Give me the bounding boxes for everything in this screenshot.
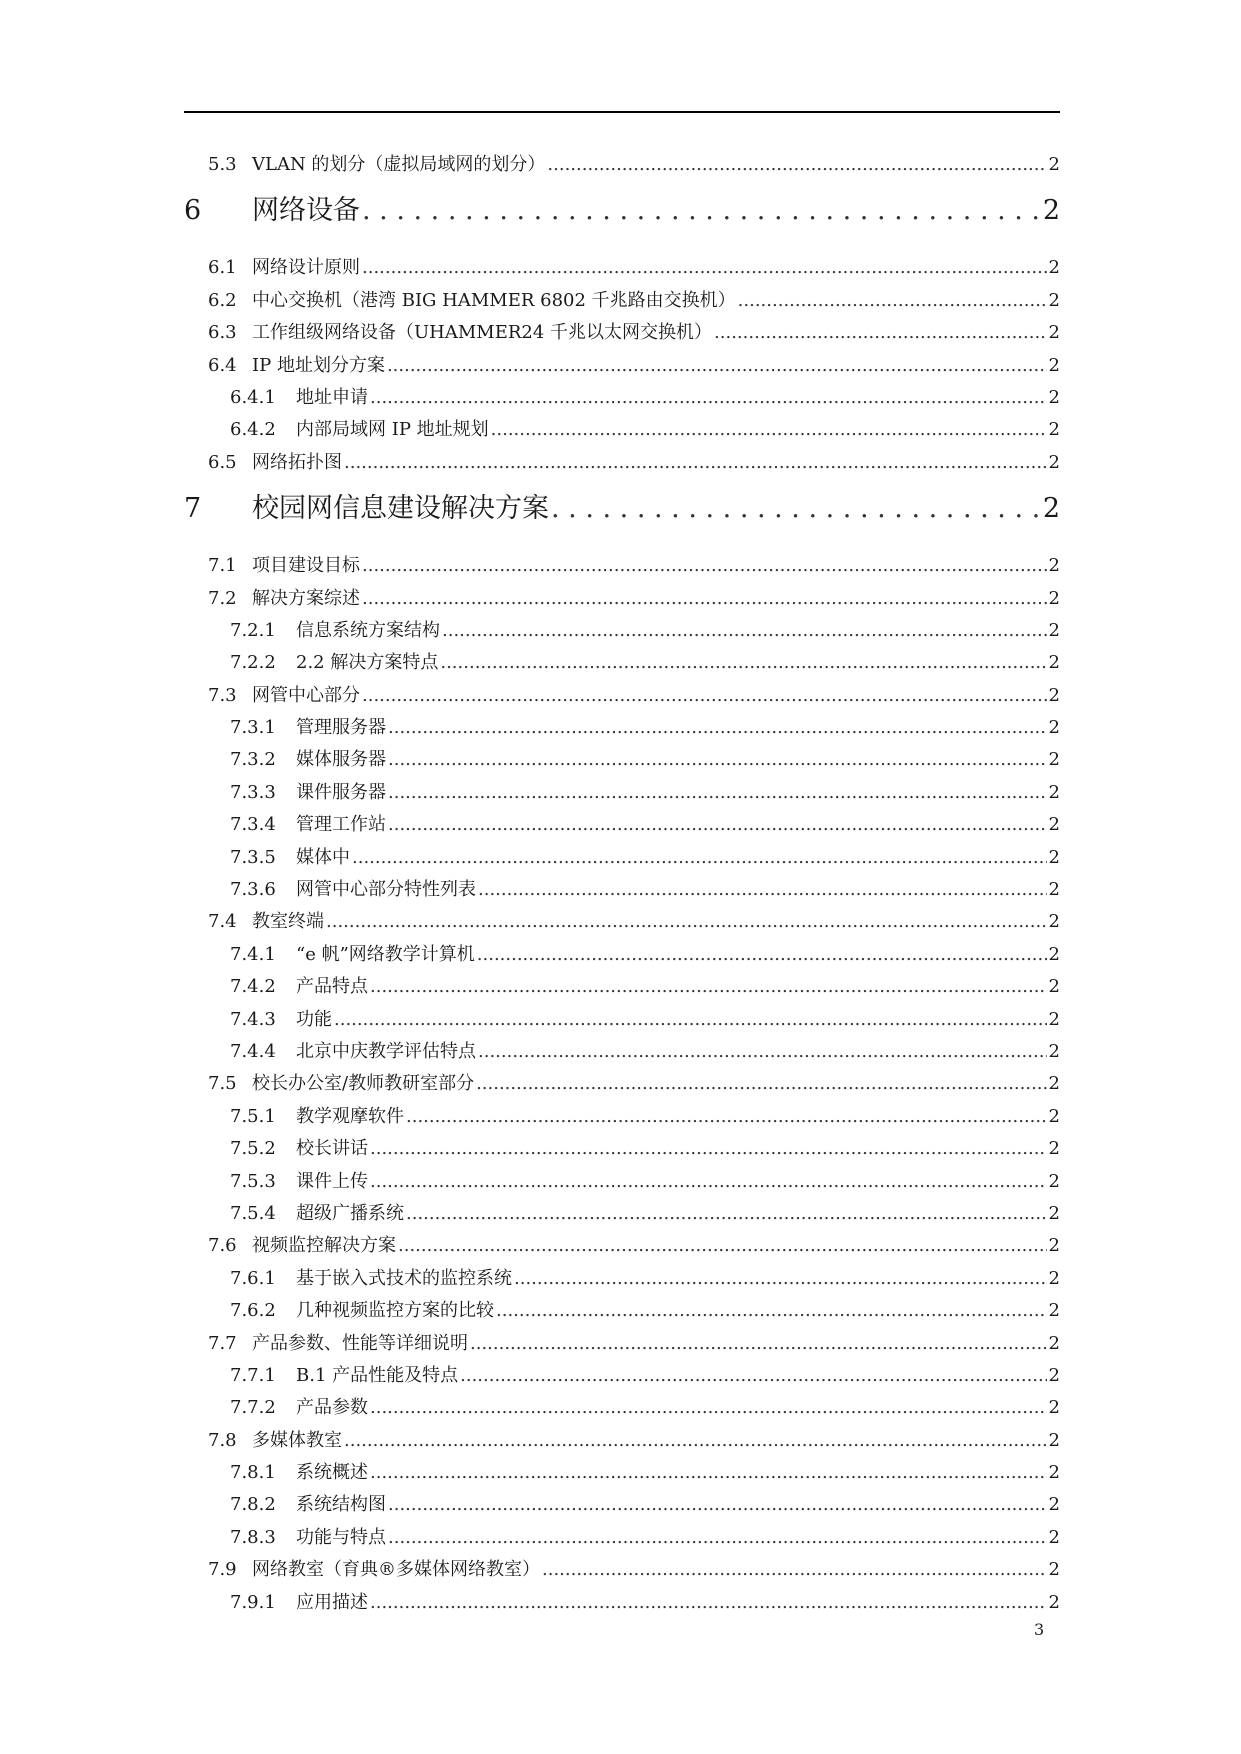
toc-entry[interactable] xyxy=(184,1005,1060,1037)
toc-entry-title: 中心交换机（港湾 BIG HAMMER 6802 千兆路由交换机） xyxy=(252,289,736,311)
toc-entry[interactable] xyxy=(184,1296,1060,1328)
toc-entry-title: 北京中庆教学评估特点 xyxy=(296,1040,476,1062)
toc-entry-title: 几种视频监控方案的比较 xyxy=(296,1300,494,1322)
toc-entry-page: 2 xyxy=(1048,1526,1060,1548)
toc-leader-dots xyxy=(370,1171,1047,1192)
toc-entry-title: 功能 xyxy=(296,1008,332,1030)
toc-entry-page: 2 xyxy=(1048,154,1060,175)
toc-leader-dots xyxy=(388,749,1047,770)
toc-entry-number: 7 xyxy=(184,493,202,525)
toc-entry-number: 7.6 xyxy=(208,1235,237,1257)
toc-entry-title: 信息系统方案结构 xyxy=(296,619,440,641)
toc-leader-dots xyxy=(352,847,1047,868)
toc-entry-page: 2 xyxy=(1048,1591,1060,1613)
toc-leader-dots xyxy=(477,944,1047,965)
toc-entry-page: 2 xyxy=(1048,1073,1060,1095)
toc-entry-page: 2 xyxy=(1048,976,1060,998)
toc-leader-dots xyxy=(470,1333,1047,1354)
toc-entry-title: 校长办公室/教师教研室部分 xyxy=(252,1073,475,1095)
toc-entry-number: 7.3.5 xyxy=(230,846,276,868)
toc-entry-page: 2 xyxy=(1048,717,1060,739)
toc-entry[interactable] xyxy=(184,1231,1060,1263)
toc-entry-number: 7.7 xyxy=(208,1332,237,1354)
toc-entry-number: 7.4.2 xyxy=(230,976,276,998)
toc-entry-number: 6.2 xyxy=(208,289,237,311)
toc-entry-page: 2 xyxy=(1048,652,1060,674)
toc-entry[interactable] xyxy=(184,286,1060,318)
toc-entry-title: 系统结构图 xyxy=(296,1494,386,1516)
toc-entry-number: 7.5.1 xyxy=(230,1105,276,1127)
toc-entry-page: 2 xyxy=(1048,555,1060,577)
toc-entry-page: 2 xyxy=(1048,684,1060,706)
toc-leader-dots xyxy=(326,911,1047,932)
toc-entry[interactable] xyxy=(184,713,1060,745)
toc-entry-page: 2 xyxy=(1048,1559,1060,1581)
toc-entry-title: 超级广播系统 xyxy=(296,1202,404,1224)
toc-entry[interactable] xyxy=(184,1069,1060,1101)
toc-entry[interactable] xyxy=(184,843,1060,875)
toc-leader-dots xyxy=(442,620,1047,641)
toc-entry-number: 7.7.1 xyxy=(230,1364,276,1386)
toc-entry-title: 视频监控解决方案 xyxy=(252,1235,396,1257)
toc-entry-number: 7.4.4 xyxy=(230,1040,276,1062)
toc-entry-title: 网络教室（育典®多媒体网络教室） xyxy=(252,1559,540,1581)
toc-entry-number: 7.5 xyxy=(208,1073,237,1095)
toc-entry-title: 教室终端 xyxy=(252,911,324,933)
toc-entry[interactable] xyxy=(184,1458,1060,1490)
toc-entry-number: 7.8.1 xyxy=(230,1462,276,1484)
toc-entry-page: 2 xyxy=(1048,1040,1060,1062)
toc-entry[interactable] xyxy=(184,1393,1060,1425)
toc-entry-title: 校长讲话 xyxy=(296,1138,368,1160)
toc-entry[interactable] xyxy=(184,1523,1060,1555)
toc-entry-number: 7.8 xyxy=(208,1429,237,1451)
toc-entry-number: 5.3 xyxy=(208,154,237,175)
toc-entry-title: 系统概述 xyxy=(296,1462,368,1484)
toc-entry-page: 2 xyxy=(1048,1235,1060,1257)
toc-entry-page: 2 xyxy=(1048,1462,1060,1484)
toc-entry-number: 7.4 xyxy=(208,911,237,933)
toc-entry[interactable] xyxy=(184,486,1060,551)
toc-entry-number: 7.4.1 xyxy=(230,943,276,965)
toc-entry-number: 7.2.1 xyxy=(230,619,276,641)
toc-entry[interactable] xyxy=(184,745,1060,777)
toc-entry-title: 网管中心部分特性列表 xyxy=(296,879,476,901)
toc-leader-dots xyxy=(714,322,1047,343)
toc-entry-page: 2 xyxy=(1048,354,1060,376)
toc-entry-number: 7.9 xyxy=(208,1559,237,1581)
toc-entry-title: 工作组级网络设备（UHAMMER24 千兆以太网交换机） xyxy=(252,322,713,344)
toc-entry-title: 产品特点 xyxy=(296,976,368,998)
toc-entry-title: 媒体服务器 xyxy=(296,749,386,771)
toc-entry-number: 6.1 xyxy=(208,257,237,279)
toc-entry-page: 2 xyxy=(1048,419,1060,441)
toc-entry-page: 2 xyxy=(1048,1300,1060,1322)
toc-entry-page: 2 xyxy=(1048,781,1060,803)
toc-entry-number: 6.3 xyxy=(208,322,237,344)
toc-entry-page: 2 xyxy=(1048,322,1060,344)
toc-leader-dots xyxy=(542,1559,1047,1580)
toc-leader-dots xyxy=(478,1041,1047,1062)
toc-entry-number: 7.3.2 xyxy=(230,749,276,771)
toc-entry-title: 课件服务器 xyxy=(296,781,386,803)
toc-entry-page: 2 xyxy=(1048,289,1060,311)
toc-leader-dots xyxy=(387,355,1047,376)
toc-leader-dots xyxy=(478,879,1047,900)
toc-entry[interactable] xyxy=(184,1134,1060,1166)
toc-leader-dots xyxy=(370,1138,1047,1159)
toc-leader-dots xyxy=(388,717,1047,738)
toc-entry-title: 管理服务器 xyxy=(296,717,386,739)
toc-entry[interactable] xyxy=(184,648,1060,680)
toc-entry-page: 2 xyxy=(1048,1267,1060,1289)
toc-leader-dots xyxy=(388,1494,1047,1515)
toc-entry-title: 项目建设目标 xyxy=(252,555,360,577)
toc-entry-number: 6.5 xyxy=(208,451,237,473)
toc-entry-title: 解决方案综述 xyxy=(252,587,360,609)
toc-entry-page: 2 xyxy=(1048,814,1060,836)
toc-entry[interactable] xyxy=(184,907,1060,939)
toc-entry-number: 7.3.1 xyxy=(230,717,276,739)
page-number: 3 xyxy=(1034,1620,1045,1639)
toc-entry-number: 7.3.3 xyxy=(230,781,276,803)
toc-entry-number: 7.5.4 xyxy=(230,1202,276,1224)
toc-entry-title: 网络拓扑图 xyxy=(252,451,342,473)
toc-leader-dots xyxy=(398,1235,1047,1256)
toc-entry[interactable] xyxy=(184,1490,1060,1522)
toc-entry[interactable] xyxy=(184,351,1060,383)
toc-leader-dots xyxy=(344,452,1047,473)
toc-entry-page: 2 xyxy=(1048,1429,1060,1451)
toc-entry-page: 2 xyxy=(1048,1494,1060,1516)
toc-entry-number: 6 xyxy=(184,195,202,227)
toc-entry-number: 6.4 xyxy=(208,354,237,376)
toc-leader-dots xyxy=(460,1365,1046,1386)
toc-entry-number: 7.2 xyxy=(208,587,237,609)
toc-entry-number: 7.8.2 xyxy=(230,1494,276,1516)
toc-leader-dots xyxy=(406,1106,1047,1127)
toc-entry-number: 7.9.1 xyxy=(230,1591,276,1613)
toc-entry-title: VLAN 的划分（虚拟局域网的划分） xyxy=(252,154,546,175)
toc-entry-page: 2 xyxy=(1048,386,1060,408)
toc-leader-dots xyxy=(406,1203,1047,1224)
toc-entry-page: 2 xyxy=(1048,943,1060,965)
toc-entry[interactable] xyxy=(184,150,1060,182)
toc-entry-number: 7.2.2 xyxy=(230,652,276,674)
toc-entry-title: 应用描述 xyxy=(296,1591,368,1613)
toc-entry[interactable] xyxy=(184,253,1060,285)
toc-entry-page: 2 xyxy=(1048,451,1060,473)
toc-entry[interactable] xyxy=(184,940,1060,972)
toc-entry-title: 网管中心部分 xyxy=(252,684,360,706)
toc-entry[interactable] xyxy=(184,584,1060,616)
toc-entry-title: 网络设计原则 xyxy=(252,257,360,279)
toc-entry-title: 媒体中 xyxy=(296,846,350,868)
toc-entry-title: 基于嵌入式技术的监控系统 xyxy=(296,1267,512,1289)
toc-leader-dots xyxy=(388,782,1047,803)
toc-entry[interactable] xyxy=(184,810,1060,842)
toc-entry[interactable] xyxy=(184,318,1060,350)
toc-entry[interactable] xyxy=(184,1264,1060,1296)
toc-leader-dots xyxy=(370,1462,1047,1483)
toc-entry-number: 7.5.2 xyxy=(230,1138,276,1160)
toc-entry-number: 6.4.2 xyxy=(230,419,276,441)
toc-entry[interactable] xyxy=(184,448,1060,480)
toc-entry[interactable] xyxy=(184,1555,1060,1587)
toc-entry-page: 2 xyxy=(1048,911,1060,933)
toc-leader-dots xyxy=(344,1430,1047,1451)
toc-entry-page: 2 xyxy=(1042,195,1060,227)
toc-entry-title: 地址申请 xyxy=(296,386,368,408)
toc-entry[interactable] xyxy=(184,1329,1060,1361)
toc-entry-title: 校园网信息建设解决方案 xyxy=(252,493,549,525)
toc-leader-dots xyxy=(547,154,1046,175)
toc-entry-page: 2 xyxy=(1048,1397,1060,1419)
toc-entry-page: 2 xyxy=(1048,1202,1060,1224)
toc-entry-number: 7.6.1 xyxy=(230,1267,276,1289)
toc-leader-dots xyxy=(388,1527,1047,1548)
toc-leader-dots xyxy=(370,387,1047,408)
toc-entry-page: 2 xyxy=(1048,1170,1060,1192)
toc-entry[interactable] xyxy=(184,383,1060,415)
toc-leader-dots xyxy=(362,195,1041,226)
toc-entry-page: 2 xyxy=(1048,1332,1060,1354)
toc-entry-title: 管理工作站 xyxy=(296,814,386,836)
toc-entry-number: 7.3.6 xyxy=(230,879,276,901)
table-of-contents xyxy=(184,150,1060,1620)
toc-leader-dots xyxy=(362,588,1047,609)
toc-leader-dots xyxy=(491,419,1047,440)
toc-leader-dots xyxy=(370,1397,1047,1418)
toc-entry-title: 多媒体教室 xyxy=(252,1429,342,1451)
toc-entry[interactable] xyxy=(184,616,1060,648)
toc-entry-number: 7.3.4 xyxy=(230,814,276,836)
toc-entry-page: 2 xyxy=(1048,749,1060,771)
toc-entry-title: 教学观摩软件 xyxy=(296,1105,404,1127)
toc-entry-title: 产品参数、性能等详细说明 xyxy=(252,1332,468,1354)
toc-entry-page: 2 xyxy=(1048,587,1060,609)
header-rule xyxy=(184,111,1060,113)
toc-leader-dots xyxy=(370,976,1047,997)
toc-leader-dots xyxy=(362,555,1047,576)
toc-entry-page: 2 xyxy=(1048,879,1060,901)
toc-entry-title: “e 帆”网络教学计算机 xyxy=(296,943,475,965)
toc-entry-number: 7.8.3 xyxy=(230,1526,276,1548)
toc-entry-title: 2.2 解决方案特点 xyxy=(296,652,439,674)
toc-entry-page: 2 xyxy=(1048,1364,1060,1386)
toc-leader-dots xyxy=(551,493,1041,524)
toc-entry-title: 网络设备 xyxy=(252,195,360,227)
toc-entry-number: 7.5.3 xyxy=(230,1170,276,1192)
toc-entry-number: 7.4.3 xyxy=(230,1008,276,1030)
toc-entry[interactable] xyxy=(184,1361,1060,1393)
toc-entry[interactable] xyxy=(184,551,1060,583)
toc-leader-dots xyxy=(440,652,1046,673)
toc-entry-number: 7.6.2 xyxy=(230,1300,276,1322)
toc-entry-page: 2 xyxy=(1048,1105,1060,1127)
toc-leader-dots xyxy=(738,290,1047,311)
toc-entry[interactable] xyxy=(184,778,1060,810)
toc-entry[interactable] xyxy=(184,188,1060,253)
toc-entry-title: 功能与特点 xyxy=(296,1526,386,1548)
toc-entry[interactable] xyxy=(184,875,1060,907)
toc-entry-number: 6.4.1 xyxy=(230,386,276,408)
toc-entry-title: 产品参数 xyxy=(296,1397,368,1419)
toc-entry-page: 2 xyxy=(1048,1008,1060,1030)
toc-entry-title: 课件上传 xyxy=(296,1170,368,1192)
toc-leader-dots xyxy=(496,1300,1047,1321)
toc-entry-number: 7.3 xyxy=(208,684,237,706)
toc-entry[interactable] xyxy=(184,972,1060,1004)
toc-entry-page: 2 xyxy=(1048,846,1060,868)
toc-entry-page: 2 xyxy=(1048,1138,1060,1160)
toc-entry[interactable] xyxy=(184,415,1060,447)
toc-leader-dots xyxy=(370,1592,1047,1613)
toc-entry[interactable] xyxy=(184,1426,1060,1458)
toc-entry-page: 2 xyxy=(1048,257,1060,279)
toc-entry[interactable] xyxy=(184,1037,1060,1069)
toc-entry[interactable] xyxy=(184,681,1060,713)
toc-entry-page: 2 xyxy=(1048,619,1060,641)
toc-entry-number: 7.1 xyxy=(208,555,237,577)
toc-entry[interactable] xyxy=(184,1588,1060,1620)
toc-entry-title: 内部局域网 IP 地址规划 xyxy=(296,419,489,441)
toc-leader-dots xyxy=(334,1009,1047,1030)
toc-leader-dots xyxy=(362,685,1047,706)
toc-leader-dots xyxy=(362,257,1047,278)
toc-entry[interactable] xyxy=(184,1199,1060,1231)
toc-entry-title: IP 地址划分方案 xyxy=(252,354,385,376)
toc-leader-dots xyxy=(514,1268,1047,1289)
toc-leader-dots xyxy=(388,814,1047,835)
toc-leader-dots xyxy=(476,1073,1046,1094)
toc-entry-title: B.1 产品性能及特点 xyxy=(296,1364,459,1386)
toc-entry[interactable] xyxy=(184,1102,1060,1134)
toc-entry-number: 7.7.2 xyxy=(230,1397,276,1419)
toc-entry[interactable] xyxy=(184,1167,1060,1199)
toc-entry-page: 2 xyxy=(1042,493,1060,525)
